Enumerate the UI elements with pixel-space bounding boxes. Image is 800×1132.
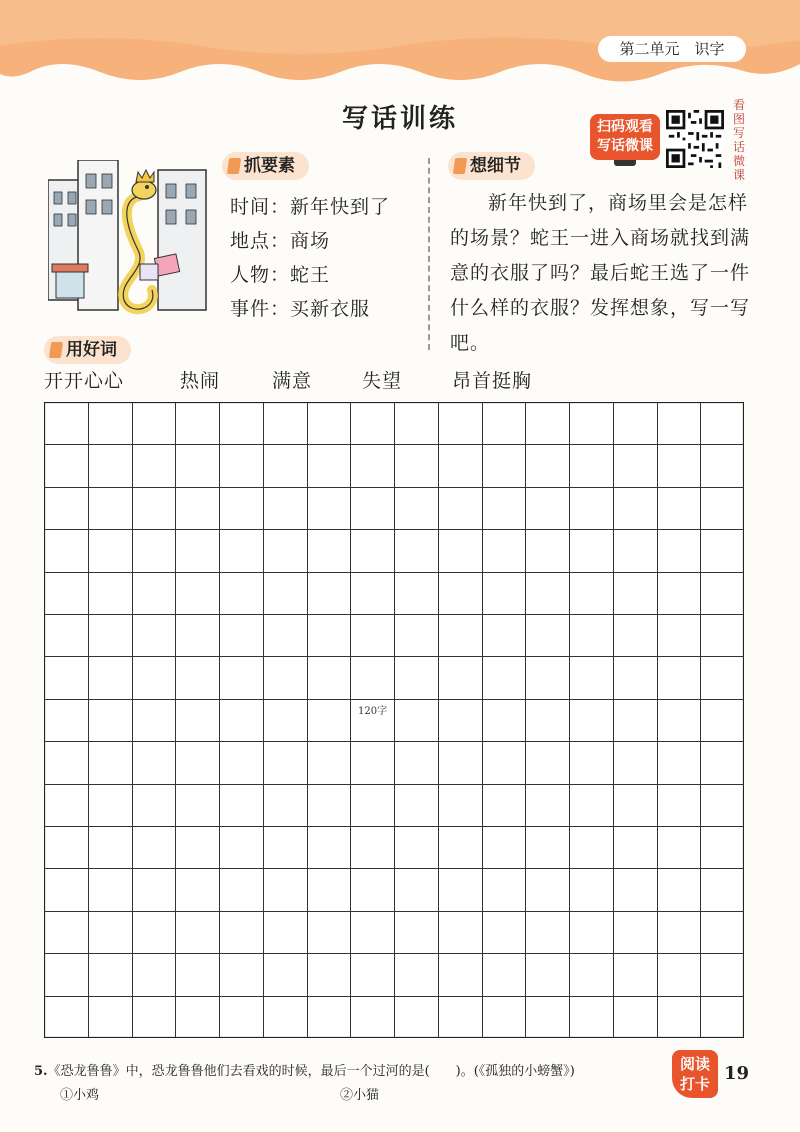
quiz-option-b[interactable]: ②小猫 [340, 1088, 380, 1103]
header-band [0, 0, 800, 92]
good-word: 热闹 [180, 370, 221, 392]
scan-badge-line1: 扫码观看 [597, 119, 653, 135]
element-list [230, 190, 420, 326]
good-words-row [44, 366, 744, 396]
good-word: 失望 [362, 370, 403, 392]
read-badge-line1: 阅读 [679, 1055, 710, 1073]
good-word: 开开心心 [44, 370, 125, 392]
snake-king-illustration [48, 160, 208, 320]
read-badge-line2: 打卡 [679, 1075, 710, 1093]
tag-good-words: 用好词 [44, 336, 131, 364]
writing-grid[interactable] [44, 402, 744, 1038]
quiz-question-text: 《恐龙鲁鲁》中，恐龙鲁鲁他们去看戏的时候，最后一个过河的是( )。(《孤独的小螃蟹》) [47, 1064, 575, 1079]
good-word: 满意 [272, 370, 313, 392]
detail-prompt: 新年快到了，商场里会是怎样的场景？蛇王一进入商场就找到满意的衣服了吗？最后蛇王选了一件什么样的衣服？发挥想象，写一写吧。 [450, 192, 751, 354]
page-title: 写话训练 [341, 104, 458, 134]
page-number: 19 [724, 1063, 750, 1084]
scan-badge-stand [614, 160, 636, 166]
quiz-question [34, 1060, 575, 1079]
good-word: 昂首挺胸 [452, 370, 533, 392]
writing-grid-lines [44, 402, 744, 1038]
quiz-option-a[interactable]: ①小鸡 [60, 1088, 100, 1103]
reading-checkin-badge[interactable] [672, 1050, 718, 1098]
element-character: 人物：蛇王 [230, 264, 331, 286]
element-event: 事件：买新衣服 [230, 298, 371, 320]
tag-key-elements: 抓要素 [222, 152, 309, 180]
element-place: 地点：商场 [230, 230, 331, 252]
side-label: 看图写话微课 [732, 98, 745, 182]
element-time: 时间：新年快到了 [230, 196, 391, 218]
quiz-question-number: 5. [34, 1064, 48, 1079]
tag-think-details: 想细节 [448, 152, 535, 180]
scan-video-button[interactable] [590, 114, 660, 160]
qr-code-icon[interactable] [666, 110, 724, 168]
unit-label: 第二单元 识字 [598, 36, 746, 62]
word-count-marker: 120字 [358, 706, 388, 717]
dashed-divider [428, 158, 430, 350]
scan-badge-line2: 写话微课 [597, 138, 653, 154]
